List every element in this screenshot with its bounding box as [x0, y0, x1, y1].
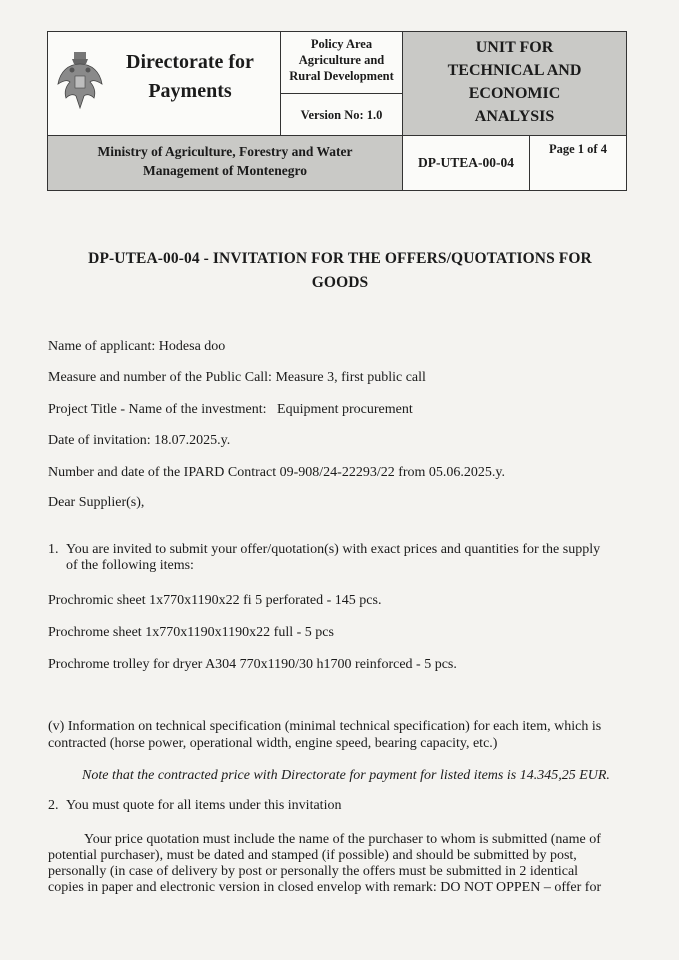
section1-line1: You are invited to submit your offer/quotation(s) with exact prices and quantities for the supply — [66, 542, 601, 557]
organization-name — [110, 48, 270, 106]
project-title: Project Title - Name of the investment: Equipment procurement — [48, 402, 413, 417]
org-name-line2: Payments — [148, 80, 232, 102]
document-title — [40, 247, 640, 295]
spec-line2: contracted (horse power, operational width, engine speed, bearing capacity, etc.) — [48, 736, 498, 751]
ipard-contract: Number and date of the IPARD Contract 09-908/24-22293/22 from 05.06.2025.y. — [48, 465, 506, 480]
ministry-line2: Management of Montenegro — [143, 163, 307, 178]
contracted-price-note: Note that the contracted price with Directorate for payment for listed items is 14.345,25 EUR. — [82, 768, 610, 783]
section2-para-line2: potential purchaser), must be dated and stamped (if possible) and should be submitted by post, — [48, 848, 577, 863]
item-list-item: Prochrome trolley for dryer A304 770x1190/30 h1700 reinforced - 5 pcs. — [48, 657, 457, 672]
unit-line2: TECHNICAL AND — [447, 62, 582, 79]
applicant-name: Name of applicant: Hodesa doo — [48, 339, 226, 354]
org-name-line1: Directorate for — [126, 51, 254, 73]
montenegro-coat-of-arms-icon — [56, 50, 104, 112]
policy-line1: Policy Area — [310, 37, 373, 51]
unit-line3: ECONOMIC — [468, 85, 561, 102]
ministry-cell — [48, 136, 403, 190]
greeting: Dear Supplier(s), — [48, 495, 145, 510]
policy-line2: Agriculture and — [298, 53, 385, 67]
item-list-item: Prochrome sheet 1x770x1190x1190x22 full - 5 pcs — [48, 625, 334, 640]
title-line1: DP-UTEA-00-04 - INVITATION FOR THE OFFERS/QUOTATIONS FOR — [88, 250, 592, 267]
unit-line1: UNIT FOR — [475, 39, 554, 56]
policy-area-cell — [281, 32, 403, 94]
logo-cell — [48, 32, 281, 136]
policy-line3: Rural Development — [289, 69, 394, 83]
item-list-item: Prochromic sheet 1x770x1190x22 fi 5 perforated - 145 pcs. — [48, 593, 382, 608]
section2-heading: You must quote for all items under this invitation — [66, 798, 342, 813]
section1-number: 1. — [48, 542, 59, 557]
section1-line2: of the following items: — [66, 558, 194, 573]
page-number-cell: Page 1 of 4 — [530, 136, 626, 190]
unit-line4: ANALYSIS — [474, 108, 555, 125]
section2-para-line1: Your price quotation must include the name of the purchaser to whom is submitted (name of — [84, 832, 601, 847]
title-line2: GOODS — [311, 274, 369, 291]
spec-line1: (v) Information on technical specification (minimal technical specification) for each item, which is — [48, 719, 602, 734]
invitation-date: Date of invitation: 18.07.2025.y. — [48, 433, 231, 448]
unit-cell — [403, 32, 626, 136]
section2-number: 2. — [48, 798, 59, 813]
version-cell: Version No: 1.0 — [281, 94, 403, 136]
document-code-cell: DP-UTEA-00-04 — [403, 136, 530, 190]
section2-para-line4: copies in paper and electronic version in closed envelop with remark: DO NOT OPPEN – offer for — [48, 880, 602, 895]
section2-para-line3: personally (in case of delivery by post or personally the offers must be submitted in 2 identical — [48, 864, 579, 879]
header-table — [47, 31, 627, 191]
ministry-line1: Ministry of Agriculture, Forestry and Water — [97, 144, 353, 159]
measure-public-call: Measure and number of the Public Call: Measure 3, first public call — [48, 370, 426, 385]
